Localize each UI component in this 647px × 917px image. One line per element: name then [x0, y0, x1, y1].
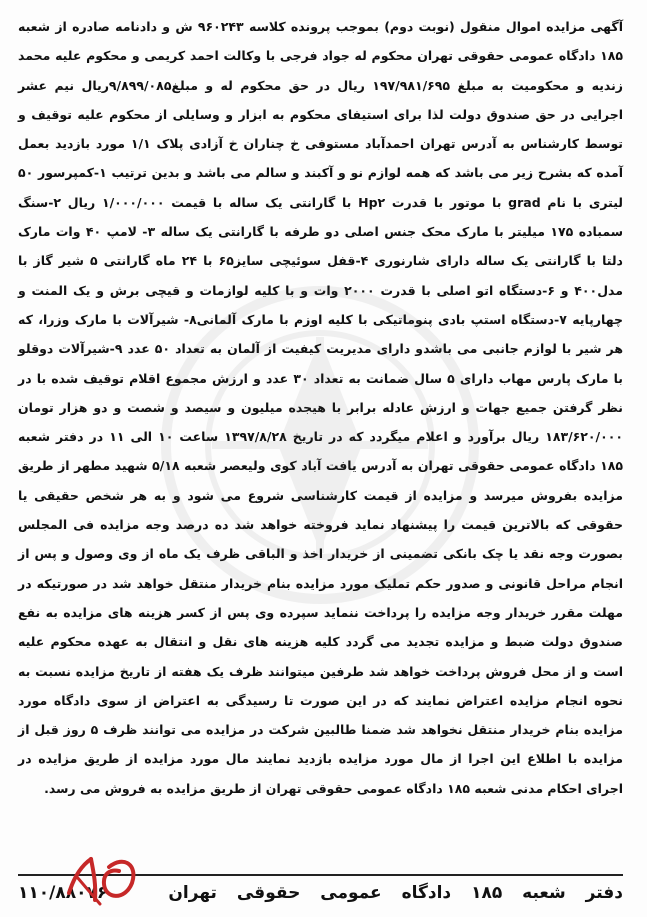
notice-footer	[18, 874, 623, 910]
notice-code: ۱۱۰/۸۸۰۷۶	[18, 883, 108, 903]
issuing-court-signature: دفتر شعبه ۱۸۵ دادگاه عمومی حقوقی تهران	[168, 883, 623, 903]
notice-body: آگهی مزایده اموال منقول (نوبت دوم) بموجب پرونده کلاسه ۹۶۰۲۴۳ ش و دادنامه صادره از شعبه ۱۸۵ دادگاه عمومی حقوقی تهران محکوم له جواد فرجی با وکالت احمد کریمی و محکوم علیه محمد زندیه و محکومیت به مبلغ ۱۹۷/۹۸۱/۶۹۵ ریال در حق محکوم له و مبلغ۹/۸۹۹/۰۸۵ریال نیم عشر اجرایی در حق صندوق دولت لذا برای استیفای محکوم به ابزار و وسایلی از محکوم علیه توقیف و توسط کارشناس به آدرس تهران احمدآباد مستوفی خ چناران خ آزادی پلاک ۱/۱ مورد بازدید بعمل آمده که بشرح زیر می باشد که همه لوازم نو و آکبند و سالم می باشد و بدین ترتیب ۱-کمپرسور ۵۰ لیتری با نام grad با موتور با قدرت Hp۲ با گارانتی یک ساله با قیمت ۱/۰۰۰/۰۰۰ ریال ۲-سنگ سمباده ۱۷۵ میلیتر با مارک محک جنس اصلی دو طرفه با گارانتی یک ساله ۳- لامپ ۴۰ وات مارک دلتا با گارانتی یک ساله دارای شارنوری ۴-قفل سوئیچی سایز۶۵ با ۲۴ ماه گارانتی ۵ شیر گاز با مدل۴۰۰ و ۶-دستگاه اتو اصلی با قدرت ۲۰۰۰ وات و با کلیه لوازمات و قیچی برش و یک المنت و چهارپایه ۷-دستگاه استپ بادی پنوماتیکی با کلیه اوزم با مارک آلمانی۸- شیرآلات با مارک وزرا، که هر شیر با لوازم جانبی می باشدو دارای مدیریت کیفیت از آلمان به تعداد ۵۰ عدد ۹-شیرآلات دوقلو با مارک پارس مهاب دارای ۵ سال ضمانت به تعداد ۳۰ عدد و ارزش مجموع اقلام توقیف شده با در نظر گرفتن جمیع جهات و ارزش عادله برابر با هیجده میلیون و سیصد و شصت و دو هزار تومان ۱۸۳/۶۲۰/۰۰۰ ریال برآورد و اعلام میگردد که در تاریخ ۱۳۹۷/۸/۲۸ ساعت ۱۰ الی ۱۱ در دفتر شعبه ۱۸۵ دادگاه عمومی حقوقی تهران به آدرس یافت آباد کوی ولیعصر شعبه ۵/۱۸ شهید مطهر از طریق مزایده بفروش میرسد و مزایده از قیمت کارشناسی شروع می شود و به هر شخص حقیقی یا حقوقی که بالاترین قیمت را پیشنهاد نماید فروخته خواهد شد ده درصد وجه مزایده فی المجلس بصورت وجه نقد یا چک بانکی تضمینی از خریدار اخذ و الباقی ظرف یک ماه از وی وصول و پس از انجام مراحل قانونی و صدور حکم تملیک مورد مزایده بنام خریدار منتقل خواهد شد در صورتیکه در مهلت مقرر خریدار وجه مزایده را پرداخت ننماید سپرده وی پس از کسر هزینه های مزایده به نفع صندوق دولت ضبط و مزایده تجدید می گردد کلیه هزینه های نقل و انتقال به عهده محکوم علیه است و از محل فروش پرداخت خواهد شد طرفین میتوانند ظرف یک هفته از تاریخ مزایده نسبت به نحوه انجام مزایده اعتراض نمایند که در این صورت تا رسیدگی به اعتراض از سوی دادگاه مورد مزایده بنام خریدار منتقل نخواهد شد ضمنا طالبین شرکت در مزایده می توانند ظرف ۵ روز قبل از مزایده با اطلاع این اجرا از مال مورد مزایده بازدید نمایند مال مورد مزایده از طریق مزایده در اجرای احکام مدنی شعبه ۱۸۵ دادگاه عمومی حقوقی تهران از طریق مزایده به فروش می رسد.	[18, 19, 624, 796]
